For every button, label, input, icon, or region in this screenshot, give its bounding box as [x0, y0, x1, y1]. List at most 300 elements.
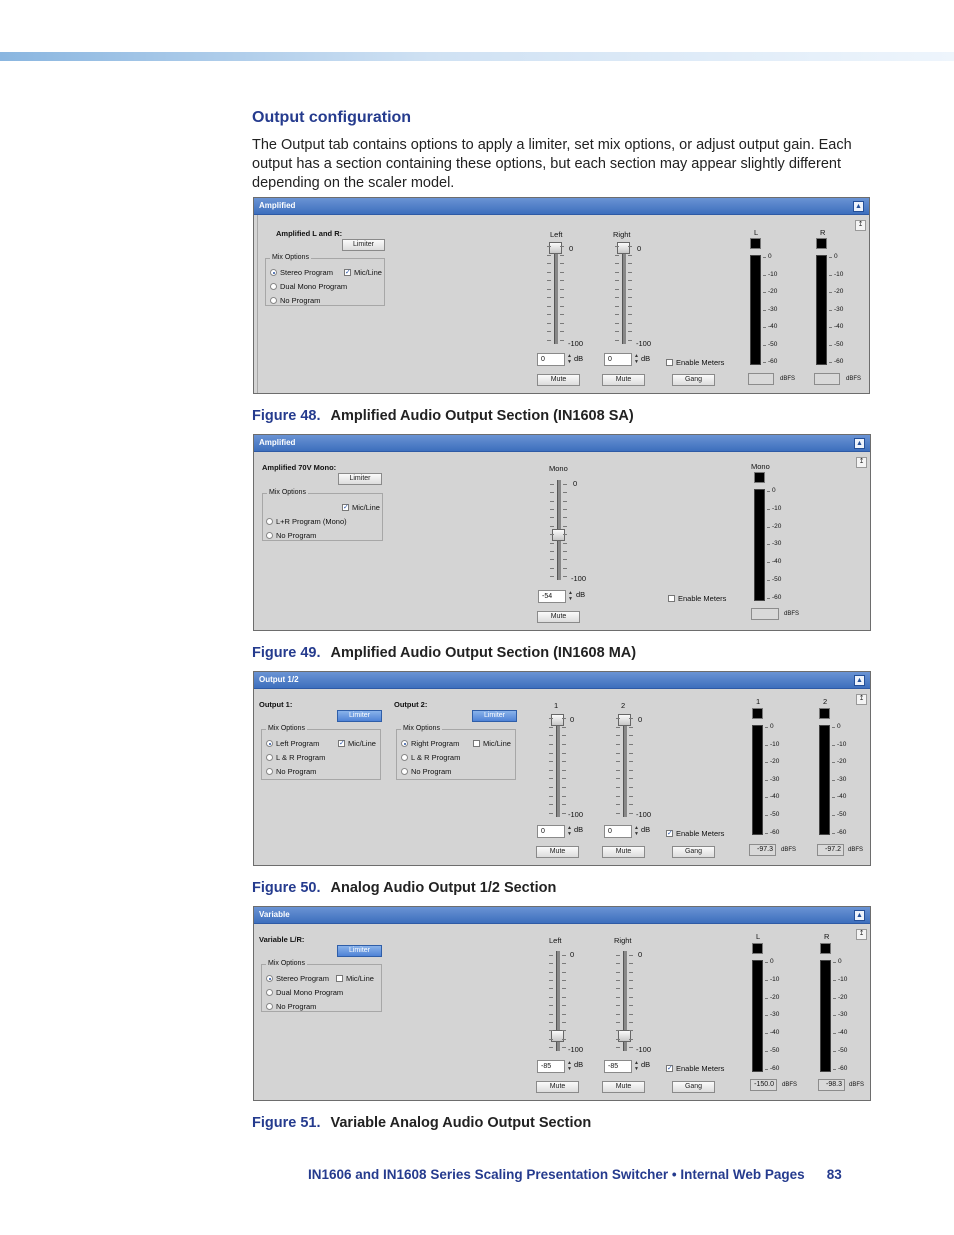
meter-scale-tick: [767, 491, 770, 492]
meter-scale-label: -10: [772, 504, 782, 512]
fader-tick: [563, 509, 567, 510]
mic-line-checkbox[interactable]: ✓: [345, 269, 351, 276]
mute-button[interactable]: Mute: [602, 374, 645, 386]
meter-scale-tick: [763, 275, 766, 276]
meter-scale-label: -60: [838, 1064, 848, 1072]
meter-scale-tick: [832, 780, 835, 781]
meter-scale-tick: [833, 962, 836, 963]
meter-scale-label: -20: [837, 758, 847, 766]
meter-scale-label: -40: [772, 558, 782, 566]
spinner-arrows-icon[interactable]: ▲ ▼: [567, 1060, 572, 1072]
meter-readout: [751, 608, 779, 620]
fader-tick: [562, 787, 566, 788]
fader-bottom-label: -100: [636, 339, 652, 348]
db-label: dB: [576, 590, 586, 599]
fader-tick: [563, 568, 567, 569]
lr-program-radio[interactable]: [401, 754, 408, 761]
fader-track[interactable]: [556, 714, 560, 817]
meter-scale-tick: [832, 797, 835, 798]
fader-tick: [616, 955, 620, 956]
gain-input[interactable]: -85: [604, 1060, 632, 1073]
meter-scale-tick: [763, 257, 766, 258]
fader-tick: [615, 297, 619, 298]
fader-top-label: 0: [638, 950, 643, 959]
meter-scale-label: 0: [834, 253, 838, 260]
meter-scale-label: -60: [837, 828, 847, 836]
meter-scale-tick: [833, 980, 836, 981]
fader-tick: [549, 770, 553, 771]
fader-tick: [615, 280, 619, 281]
gang-button[interactable]: Gang: [672, 374, 715, 386]
clip-indicator: [819, 708, 830, 719]
fader-tick: [616, 727, 620, 728]
dbfs-label: dBFS: [780, 376, 796, 382]
db-label: dB: [641, 1060, 651, 1069]
option-label: L & R Program: [411, 753, 461, 762]
figure-caption-text: Analog Audio Output 1/2 Section: [330, 880, 557, 896]
fader-tick: [550, 576, 554, 577]
enable-meters-label: Enable Meters: [676, 358, 725, 367]
meter-scale-label: -20: [768, 288, 778, 295]
meter-scale-tick: [829, 292, 832, 293]
meter-scale-tick: [765, 1069, 768, 1070]
meter-scale-label: -30: [770, 1011, 780, 1019]
clip-indicator: [752, 943, 763, 954]
meter-scale-label: -40: [770, 793, 780, 801]
fader-tick: [629, 1022, 633, 1023]
fader-tick: [562, 1014, 566, 1015]
no-program-radio[interactable]: [266, 768, 273, 775]
fader-tick: [615, 263, 619, 264]
lr-program-radio[interactable]: [266, 754, 273, 761]
mic-line-label: Mic/Line: [346, 974, 374, 983]
left-program-radio[interactable]: [266, 740, 273, 747]
meter-scale-tick: [765, 780, 768, 781]
fader-tick: [562, 796, 566, 797]
meter-label: R: [824, 932, 830, 941]
enable-meters-checkbox[interactable]: [666, 359, 673, 366]
limiter-button[interactable]: Limiter: [472, 710, 517, 722]
enable-meters-label: Enable Meters: [676, 1064, 725, 1073]
option-label: No Program: [276, 1002, 317, 1011]
fader-tick: [549, 1005, 553, 1006]
fader-tick: [549, 1030, 553, 1031]
fader-top-label: 0: [570, 950, 575, 959]
option-label: L & R Program: [276, 753, 326, 762]
option-label: Dual Mono Program: [276, 988, 344, 997]
dbfs-label: dBFS: [848, 847, 864, 853]
enable-meters-checkbox[interactable]: [668, 595, 675, 602]
fader-tick: [549, 980, 553, 981]
db-label: dB: [574, 1060, 584, 1069]
fader-tick: [547, 306, 551, 307]
fader-tick: [547, 297, 551, 298]
fader-tick: [629, 727, 633, 728]
fader-tick: [616, 813, 620, 814]
spinner-arrows-icon[interactable]: ▲ ▼: [568, 590, 573, 602]
fader-tick: [549, 796, 553, 797]
fader-tick: [549, 1039, 553, 1040]
pin-icon[interactable]: ↥: [856, 694, 867, 705]
dual-mono-radio[interactable]: [270, 283, 277, 290]
fader-tick: [562, 761, 566, 762]
fader-tick: [547, 340, 551, 341]
variable-output-panel: [253, 906, 871, 1101]
collapse-icon[interactable]: ▲: [854, 910, 865, 921]
fader-tick: [560, 340, 564, 341]
meter-scale-label: -30: [837, 775, 847, 783]
fader-tick: [616, 761, 620, 762]
lr-program-mono-radio[interactable]: [266, 518, 273, 525]
fader-tick: [628, 263, 632, 264]
footer-title: IN1606 and IN1608 Series Scaling Presentation Switcher • Internal Web Pages: [308, 1167, 805, 1182]
dual-mono-radio[interactable]: [266, 989, 273, 996]
fader-tick: [547, 314, 551, 315]
meter-scale-tick: [765, 762, 768, 763]
group-label: Amplified L and R:: [276, 229, 343, 238]
right-program-radio[interactable]: [401, 740, 408, 747]
fader-tick: [616, 972, 620, 973]
fader-tick: [547, 255, 551, 256]
gain-input[interactable]: -54: [538, 590, 566, 603]
fader-label: Right: [613, 230, 631, 239]
fader-tick: [562, 1022, 566, 1023]
meter-scale-label: -60: [770, 828, 780, 836]
meter-label: L: [756, 932, 761, 941]
meter-scale-label: -20: [838, 993, 848, 1001]
fader-tick: [629, 753, 633, 754]
option-label: No Program: [276, 531, 317, 540]
fader-tick: [562, 980, 566, 981]
fader-tick: [562, 1005, 566, 1006]
db-label: dB: [574, 354, 584, 363]
fader-top-label: 0: [638, 715, 643, 724]
meter-scale-label: -10: [837, 740, 847, 748]
pin-icon[interactable]: ↥: [856, 929, 867, 940]
no-program-radio[interactable]: [266, 1003, 273, 1010]
fader-thumb[interactable]: [551, 714, 564, 726]
fader-tick: [628, 289, 632, 290]
pin-icon[interactable]: ↥: [855, 220, 866, 231]
fader-tick: [547, 331, 551, 332]
spinner-arrows-icon[interactable]: ▲ ▼: [567, 353, 572, 365]
fader-tick: [563, 543, 567, 544]
fader-tick: [616, 997, 620, 998]
gain-input[interactable]: -85: [537, 1060, 565, 1073]
figure-number: Figure 49.: [252, 645, 321, 661]
meter-scale-label: -30: [768, 305, 778, 313]
clip-indicator: [754, 472, 765, 483]
meter-scale-tick: [832, 833, 835, 834]
meter-scale-tick: [763, 292, 766, 293]
limiter-button[interactable]: Limiter: [337, 710, 382, 722]
mute-button[interactable]: Mute: [602, 846, 645, 858]
stereo-program-radio[interactable]: [266, 975, 273, 982]
meter-scale-tick: [832, 762, 835, 763]
meter-scale-tick: [832, 745, 835, 746]
spinner-arrows-icon[interactable]: ▲ ▼: [634, 353, 639, 365]
fader-tick: [563, 484, 567, 485]
fader-tick: [549, 718, 553, 719]
level-meter: [752, 960, 763, 1072]
pin-icon[interactable]: ↥: [856, 457, 867, 468]
meter-scale-tick: [833, 1051, 836, 1052]
fader-tick: [616, 1030, 620, 1031]
option-label: No Program: [411, 767, 452, 776]
fader-tick: [629, 778, 633, 779]
figure-caption: [252, 1115, 591, 1131]
fader-tick: [550, 543, 554, 544]
mute-button[interactable]: Mute: [602, 1081, 645, 1093]
fader-tick: [629, 718, 633, 719]
meter-scale-label: -10: [838, 975, 848, 983]
mic-line-checkbox[interactable]: ✓: [343, 504, 349, 511]
meter-scale-tick: [765, 1015, 768, 1016]
fader-tick: [562, 997, 566, 998]
fader-thumb[interactable]: [549, 242, 562, 254]
fader-tick: [629, 972, 633, 973]
enable-meters-label: Enable Meters: [676, 829, 725, 838]
meter-scale-tick: [829, 310, 832, 311]
meter-scale-label: 0: [768, 253, 772, 260]
meter-label: 1: [756, 697, 761, 706]
mute-button[interactable]: Mute: [537, 374, 580, 386]
fader-tick: [616, 744, 620, 745]
meter-scale-tick: [829, 257, 832, 258]
meter-scale-label: 0: [772, 487, 776, 494]
level-meter: [816, 255, 827, 365]
meter-scale-label: -30: [838, 1011, 848, 1019]
enable-meters-checkbox[interactable]: ✓: [667, 830, 673, 837]
fader-thumb[interactable]: [618, 714, 631, 726]
fader-tick: [560, 331, 564, 332]
fader-label: 2: [621, 701, 626, 710]
enable-meters-checkbox[interactable]: ✓: [667, 1065, 673, 1072]
spinner-arrows-icon[interactable]: ▲ ▼: [634, 825, 639, 837]
fader-tick: [563, 576, 567, 577]
fader-tick: [549, 813, 553, 814]
figure-caption-text: Variable Analog Audio Output Section: [330, 1115, 592, 1131]
fader-tick: [616, 753, 620, 754]
fader-tick: [560, 289, 564, 290]
fader-tick: [616, 988, 620, 989]
meter-scale-tick: [767, 598, 770, 599]
db-label: dB: [641, 825, 651, 834]
fader-tick: [615, 340, 619, 341]
fader-tick: [616, 787, 620, 788]
meter-scale-tick: [829, 362, 832, 363]
fader-thumb[interactable]: [617, 242, 630, 254]
meter-scale-label: -40: [834, 323, 844, 330]
fader-tick: [547, 263, 551, 264]
fader-track[interactable]: [623, 714, 627, 817]
fader-tick: [615, 255, 619, 256]
fader-tick: [628, 314, 632, 315]
meter-scale-label: -10: [768, 270, 778, 278]
meter-readout: [748, 373, 774, 385]
no-program-radio[interactable]: [401, 768, 408, 775]
enable-meters-label: Enable Meters: [678, 594, 727, 603]
meter-scale-tick: [767, 580, 770, 581]
fader-thumb[interactable]: [551, 1030, 564, 1042]
fader-tick: [616, 718, 620, 719]
mute-button[interactable]: Mute: [537, 611, 580, 623]
fader-tick: [547, 272, 551, 273]
stereo-program-radio[interactable]: [270, 269, 277, 276]
fader-tick: [628, 280, 632, 281]
meter-scale-label: -40: [770, 1029, 780, 1037]
meter-scale-label: -30: [770, 775, 780, 783]
fader-tick: [629, 813, 633, 814]
clip-indicator: [816, 238, 827, 249]
gain-input[interactable]: 0: [604, 825, 632, 838]
meter-scale-label: -50: [770, 1047, 780, 1054]
mute-button[interactable]: Mute: [536, 846, 579, 858]
fader-tick: [629, 1039, 633, 1040]
fader-tick: [629, 997, 633, 998]
fader-tick: [629, 955, 633, 956]
page-footer: [308, 1167, 842, 1182]
section-title: Output configuration: [252, 109, 412, 126]
spinner-arrows-icon[interactable]: ▲ ▼: [634, 1060, 639, 1072]
fader-tick: [616, 980, 620, 981]
fader-tick: [560, 246, 564, 247]
fader-tick: [549, 787, 553, 788]
limiter-button[interactable]: Limiter: [342, 239, 385, 251]
fader-tick: [562, 804, 566, 805]
meter-scale-tick: [833, 1033, 836, 1034]
collapse-icon[interactable]: ▲: [854, 438, 865, 449]
meter-scale-tick: [763, 310, 766, 311]
fader-tick: [547, 246, 551, 247]
fader-tick: [562, 955, 566, 956]
fader-tick: [629, 963, 633, 964]
fader-tick: [616, 1039, 620, 1040]
fader-tick: [616, 778, 620, 779]
fader-tick: [629, 744, 633, 745]
fader-tick: [562, 1047, 566, 1048]
meter-scale-tick: [829, 327, 832, 328]
meter-scale-label: -10: [770, 975, 780, 983]
mic-line-checkbox[interactable]: [473, 740, 480, 747]
gang-button[interactable]: Gang: [672, 846, 715, 858]
fader-tick: [629, 796, 633, 797]
meter-scale-tick: [767, 509, 770, 510]
collapse-icon[interactable]: ▲: [853, 201, 864, 212]
meter-scale-tick: [765, 815, 768, 816]
fader-tick: [549, 955, 553, 956]
gain-input[interactable]: 0: [604, 353, 632, 366]
fader-tick: [562, 972, 566, 973]
meter-scale-label: -50: [770, 811, 780, 818]
fader-label: Left: [549, 936, 562, 945]
fader-top-label: 0: [570, 715, 575, 724]
figure-caption-text: Amplified Audio Output Section (IN1608 MA): [330, 645, 637, 661]
meter-scale-label: -50: [837, 811, 847, 818]
meter-scale-label: -50: [772, 576, 782, 583]
fader-track[interactable]: [622, 242, 626, 344]
fader-tick: [629, 770, 633, 771]
fader-tick: [562, 744, 566, 745]
level-meter: [754, 489, 765, 601]
fader-tick: [549, 778, 553, 779]
limiter-button[interactable]: Limiter: [337, 945, 382, 957]
fader-tick: [616, 1014, 620, 1015]
fader-tick: [563, 492, 567, 493]
fader-tick: [628, 297, 632, 298]
fader-tick: [628, 255, 632, 256]
fader-tick: [615, 331, 619, 332]
dbfs-label: dBFS: [782, 1082, 798, 1088]
fader-tick: [615, 306, 619, 307]
panel-title: Variable: [259, 910, 290, 919]
meter-scale-label: -40: [838, 1029, 848, 1037]
mute-button[interactable]: Mute: [536, 1081, 579, 1093]
output-12-panel: [253, 671, 871, 866]
meter-scale-tick: [765, 1051, 768, 1052]
gain-input[interactable]: 0: [537, 825, 565, 838]
fader-tick: [550, 551, 554, 552]
meter-label: Mono: [751, 462, 770, 471]
limiter-button[interactable]: Limiter: [338, 473, 382, 485]
mic-line-label: Mic/Line: [352, 503, 380, 512]
no-program-radio[interactable]: [266, 532, 273, 539]
fader-tick: [562, 718, 566, 719]
mix-options-group: [265, 254, 385, 306]
fader-tick: [549, 735, 553, 736]
fader-thumb[interactable]: [618, 1030, 631, 1042]
option-label: Dual Mono Program: [280, 282, 348, 291]
fader-tick: [549, 1047, 553, 1048]
level-meter: [820, 960, 831, 1072]
meter-readout: -150.0: [750, 1079, 777, 1091]
meter-label: L: [754, 228, 759, 237]
mic-line-checkbox[interactable]: ✓: [339, 740, 345, 747]
mic-line-checkbox[interactable]: [336, 975, 343, 982]
meter-scale-tick: [765, 745, 768, 746]
meter-scale-label: -60: [768, 358, 778, 365]
gang-button[interactable]: Gang: [672, 1081, 715, 1093]
group-label: Output 1:: [259, 700, 293, 709]
fader-tick: [616, 1047, 620, 1048]
figure-number: Figure 48.: [252, 408, 321, 424]
meter-readout: -97.3: [749, 844, 776, 856]
mix-options-group: [262, 489, 383, 541]
option-label: Stereo Program: [276, 974, 329, 983]
mix-options-legend: Mix Options: [268, 960, 305, 967]
spinner-arrows-icon[interactable]: ▲ ▼: [567, 825, 572, 837]
fader-tick: [549, 988, 553, 989]
fader-tick: [562, 727, 566, 728]
panel-titlebar: [254, 907, 870, 924]
meter-scale-tick: [829, 275, 832, 276]
fader-tick: [563, 517, 567, 518]
mix-options-group: [261, 725, 381, 780]
fader-tick: [616, 735, 620, 736]
option-label: Right Program: [411, 739, 460, 748]
meter-scale-label: -60: [770, 1064, 780, 1072]
fader-track[interactable]: [554, 242, 558, 344]
collapse-icon[interactable]: ▲: [854, 675, 865, 686]
meter-scale-tick: [832, 815, 835, 816]
gain-input[interactable]: 0: [537, 353, 565, 366]
fader-tick: [615, 314, 619, 315]
fader-tick: [550, 517, 554, 518]
no-program-radio[interactable]: [270, 297, 277, 304]
mix-options-group: [396, 725, 516, 780]
meter-scale-tick: [765, 980, 768, 981]
fader-tick: [562, 753, 566, 754]
